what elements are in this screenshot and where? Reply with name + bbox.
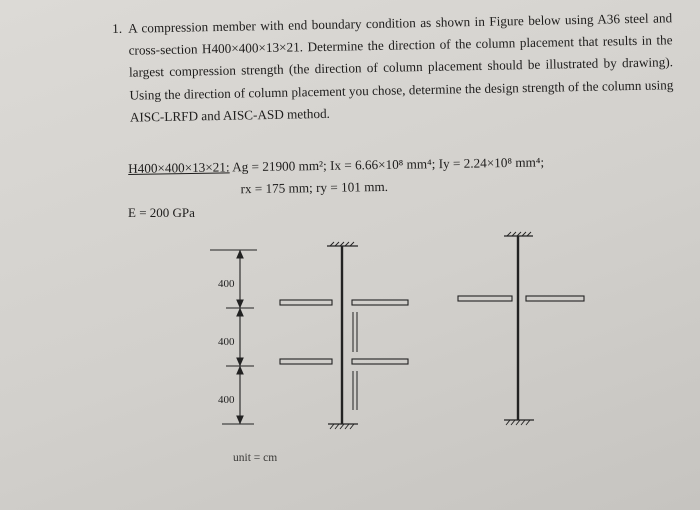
- segment-length-label: 400: [218, 336, 235, 348]
- section-properties-line-2: rx = 175 mm; ry = 101 mm.: [240, 178, 389, 197]
- unit-note: unit = cm: [233, 452, 278, 464]
- brace-beam: [458, 296, 584, 301]
- problem-text: A compression member with end boundary condition as shown in Figure below using A36 steel and cross-section H400×400×13×21. Determine the direction of the column placement that results in the largest compression strength (the direction of column placement should be illustrated by drawing). Using the direction of column placement you chose, determine the design strength of the column using AISC-LRFD and AISC-ASD method.: [128, 10, 674, 125]
- elastic-modulus: E = 200 GPa: [128, 205, 195, 220]
- right-column-diagram: [458, 232, 584, 425]
- column-flange-lines: [353, 312, 357, 410]
- section-name: H400×400×13×21:: [128, 159, 230, 176]
- section-props-primary: Ag = 21900 mm²; Ix = 6.66×10⁸ mm⁴; Iy = 2.24×10⁸ mm⁴;: [232, 154, 545, 175]
- middle-column-diagram: [280, 242, 408, 429]
- segment-length-label: 400: [218, 394, 235, 406]
- segment-length-label: 400: [218, 278, 235, 290]
- problem-number: 1.: [112, 20, 123, 36]
- brace-beam: [280, 300, 408, 364]
